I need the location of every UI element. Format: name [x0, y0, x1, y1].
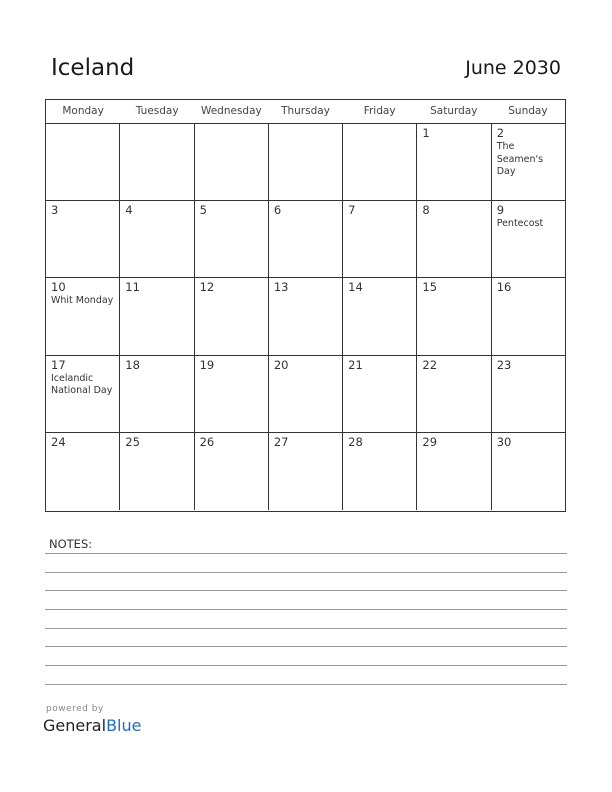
- day-number: 6: [273, 203, 282, 218]
- week-row: [46, 201, 565, 278]
- day-cell: [417, 278, 491, 354]
- brand-blue: Blue: [106, 716, 142, 735]
- holiday-label: Icelandic National Day: [51, 372, 113, 397]
- week-row: [46, 278, 565, 355]
- day-cell: [492, 433, 565, 510]
- day-number: 15: [422, 280, 438, 295]
- day-number: 21: [348, 357, 363, 372]
- day-cell: [343, 201, 417, 277]
- holiday-label: Whit Monday: [51, 295, 114, 307]
- note-line: [45, 572, 567, 573]
- weekday-thursday: Thursday: [281, 105, 330, 117]
- calendar-title: Iceland: [51, 55, 135, 81]
- note-line: [45, 646, 567, 647]
- day-number: 11: [125, 280, 140, 295]
- note-line: [45, 609, 567, 610]
- week-row: [46, 124, 565, 201]
- day-cell: [343, 278, 417, 354]
- day-number: 9: [496, 203, 505, 218]
- day-cell: [195, 356, 269, 432]
- weekday-header-row: [46, 100, 565, 124]
- weekday-monday: Monday: [62, 105, 104, 117]
- day-cell: [417, 433, 491, 510]
- holiday-label: The Seamen's Day: [496, 141, 544, 177]
- day-cell: [195, 433, 269, 510]
- day-cell: [46, 356, 120, 432]
- note-line: [45, 590, 567, 591]
- day-cell: [492, 356, 565, 432]
- day-number: 1: [422, 126, 430, 140]
- day-number: 16: [496, 280, 512, 295]
- day-cell: [343, 356, 417, 432]
- day-number: 27: [273, 434, 289, 449]
- day-cell: [269, 433, 343, 510]
- day-number: 18: [125, 357, 140, 372]
- day-cell: [343, 433, 417, 510]
- day-number: 7: [348, 203, 356, 218]
- day-cell: [195, 278, 269, 354]
- day-cell: [46, 201, 120, 277]
- day-cell: [417, 201, 491, 277]
- day-number: 2: [496, 126, 505, 140]
- day-number: 5: [199, 203, 207, 218]
- weekday-wednesday: Wednesday: [200, 105, 262, 117]
- note-line: [45, 628, 567, 629]
- brand-general: General: [43, 716, 107, 735]
- weekday-tuesday: Tuesday: [135, 105, 179, 117]
- week-row: [46, 433, 565, 510]
- day-number: 4: [125, 203, 133, 218]
- day-cell: [195, 124, 269, 200]
- day-cell: [120, 201, 194, 277]
- day-number: 8: [422, 203, 430, 218]
- weekday-saturday: Saturday: [430, 105, 478, 117]
- day-number: 17: [51, 357, 66, 372]
- day-number: 25: [125, 434, 140, 449]
- day-cell: [492, 278, 565, 354]
- day-number: 24: [51, 434, 66, 449]
- notes-label: NOTES:: [49, 537, 93, 551]
- note-line: [45, 665, 567, 666]
- brand-logo: [43, 716, 141, 735]
- day-cell: [269, 356, 343, 432]
- note-line: [45, 553, 567, 554]
- day-cell: [343, 124, 417, 200]
- day-number: 20: [273, 357, 289, 372]
- day-number: 12: [199, 280, 215, 295]
- powered-by-text: powered by: [46, 704, 104, 714]
- day-cell: [120, 433, 194, 510]
- day-cell: [269, 201, 343, 277]
- day-number: 3: [51, 203, 59, 218]
- day-cell: [46, 124, 120, 200]
- day-cell: [46, 278, 120, 354]
- day-cell: [120, 356, 194, 432]
- day-number: 23: [496, 357, 512, 372]
- day-cell: [269, 124, 343, 200]
- day-cell: [120, 278, 194, 354]
- day-cell: [46, 433, 120, 510]
- day-cell: [417, 124, 491, 200]
- calendar-grid: [45, 99, 566, 512]
- day-number: 28: [348, 434, 363, 449]
- day-number: 19: [199, 357, 215, 372]
- day-cell: [269, 278, 343, 354]
- day-number: 26: [199, 434, 215, 449]
- weekday-sunday: Sunday: [508, 105, 548, 117]
- day-number: 14: [348, 280, 363, 295]
- weekday-friday: Friday: [363, 105, 396, 117]
- day-cell: [492, 124, 565, 200]
- calendar-month: June 2030: [465, 57, 561, 79]
- day-cell: [120, 124, 194, 200]
- note-line: [45, 684, 567, 685]
- day-number: 30: [496, 434, 512, 449]
- day-cell: [492, 201, 565, 277]
- week-row: [46, 356, 565, 433]
- day-number: 22: [422, 357, 438, 372]
- day-cell: [195, 201, 269, 277]
- day-number: 29: [422, 434, 438, 449]
- day-number: 10: [51, 280, 66, 295]
- day-number: 13: [273, 280, 289, 295]
- day-cell: [417, 356, 491, 432]
- holiday-label: Pentecost: [496, 218, 544, 230]
